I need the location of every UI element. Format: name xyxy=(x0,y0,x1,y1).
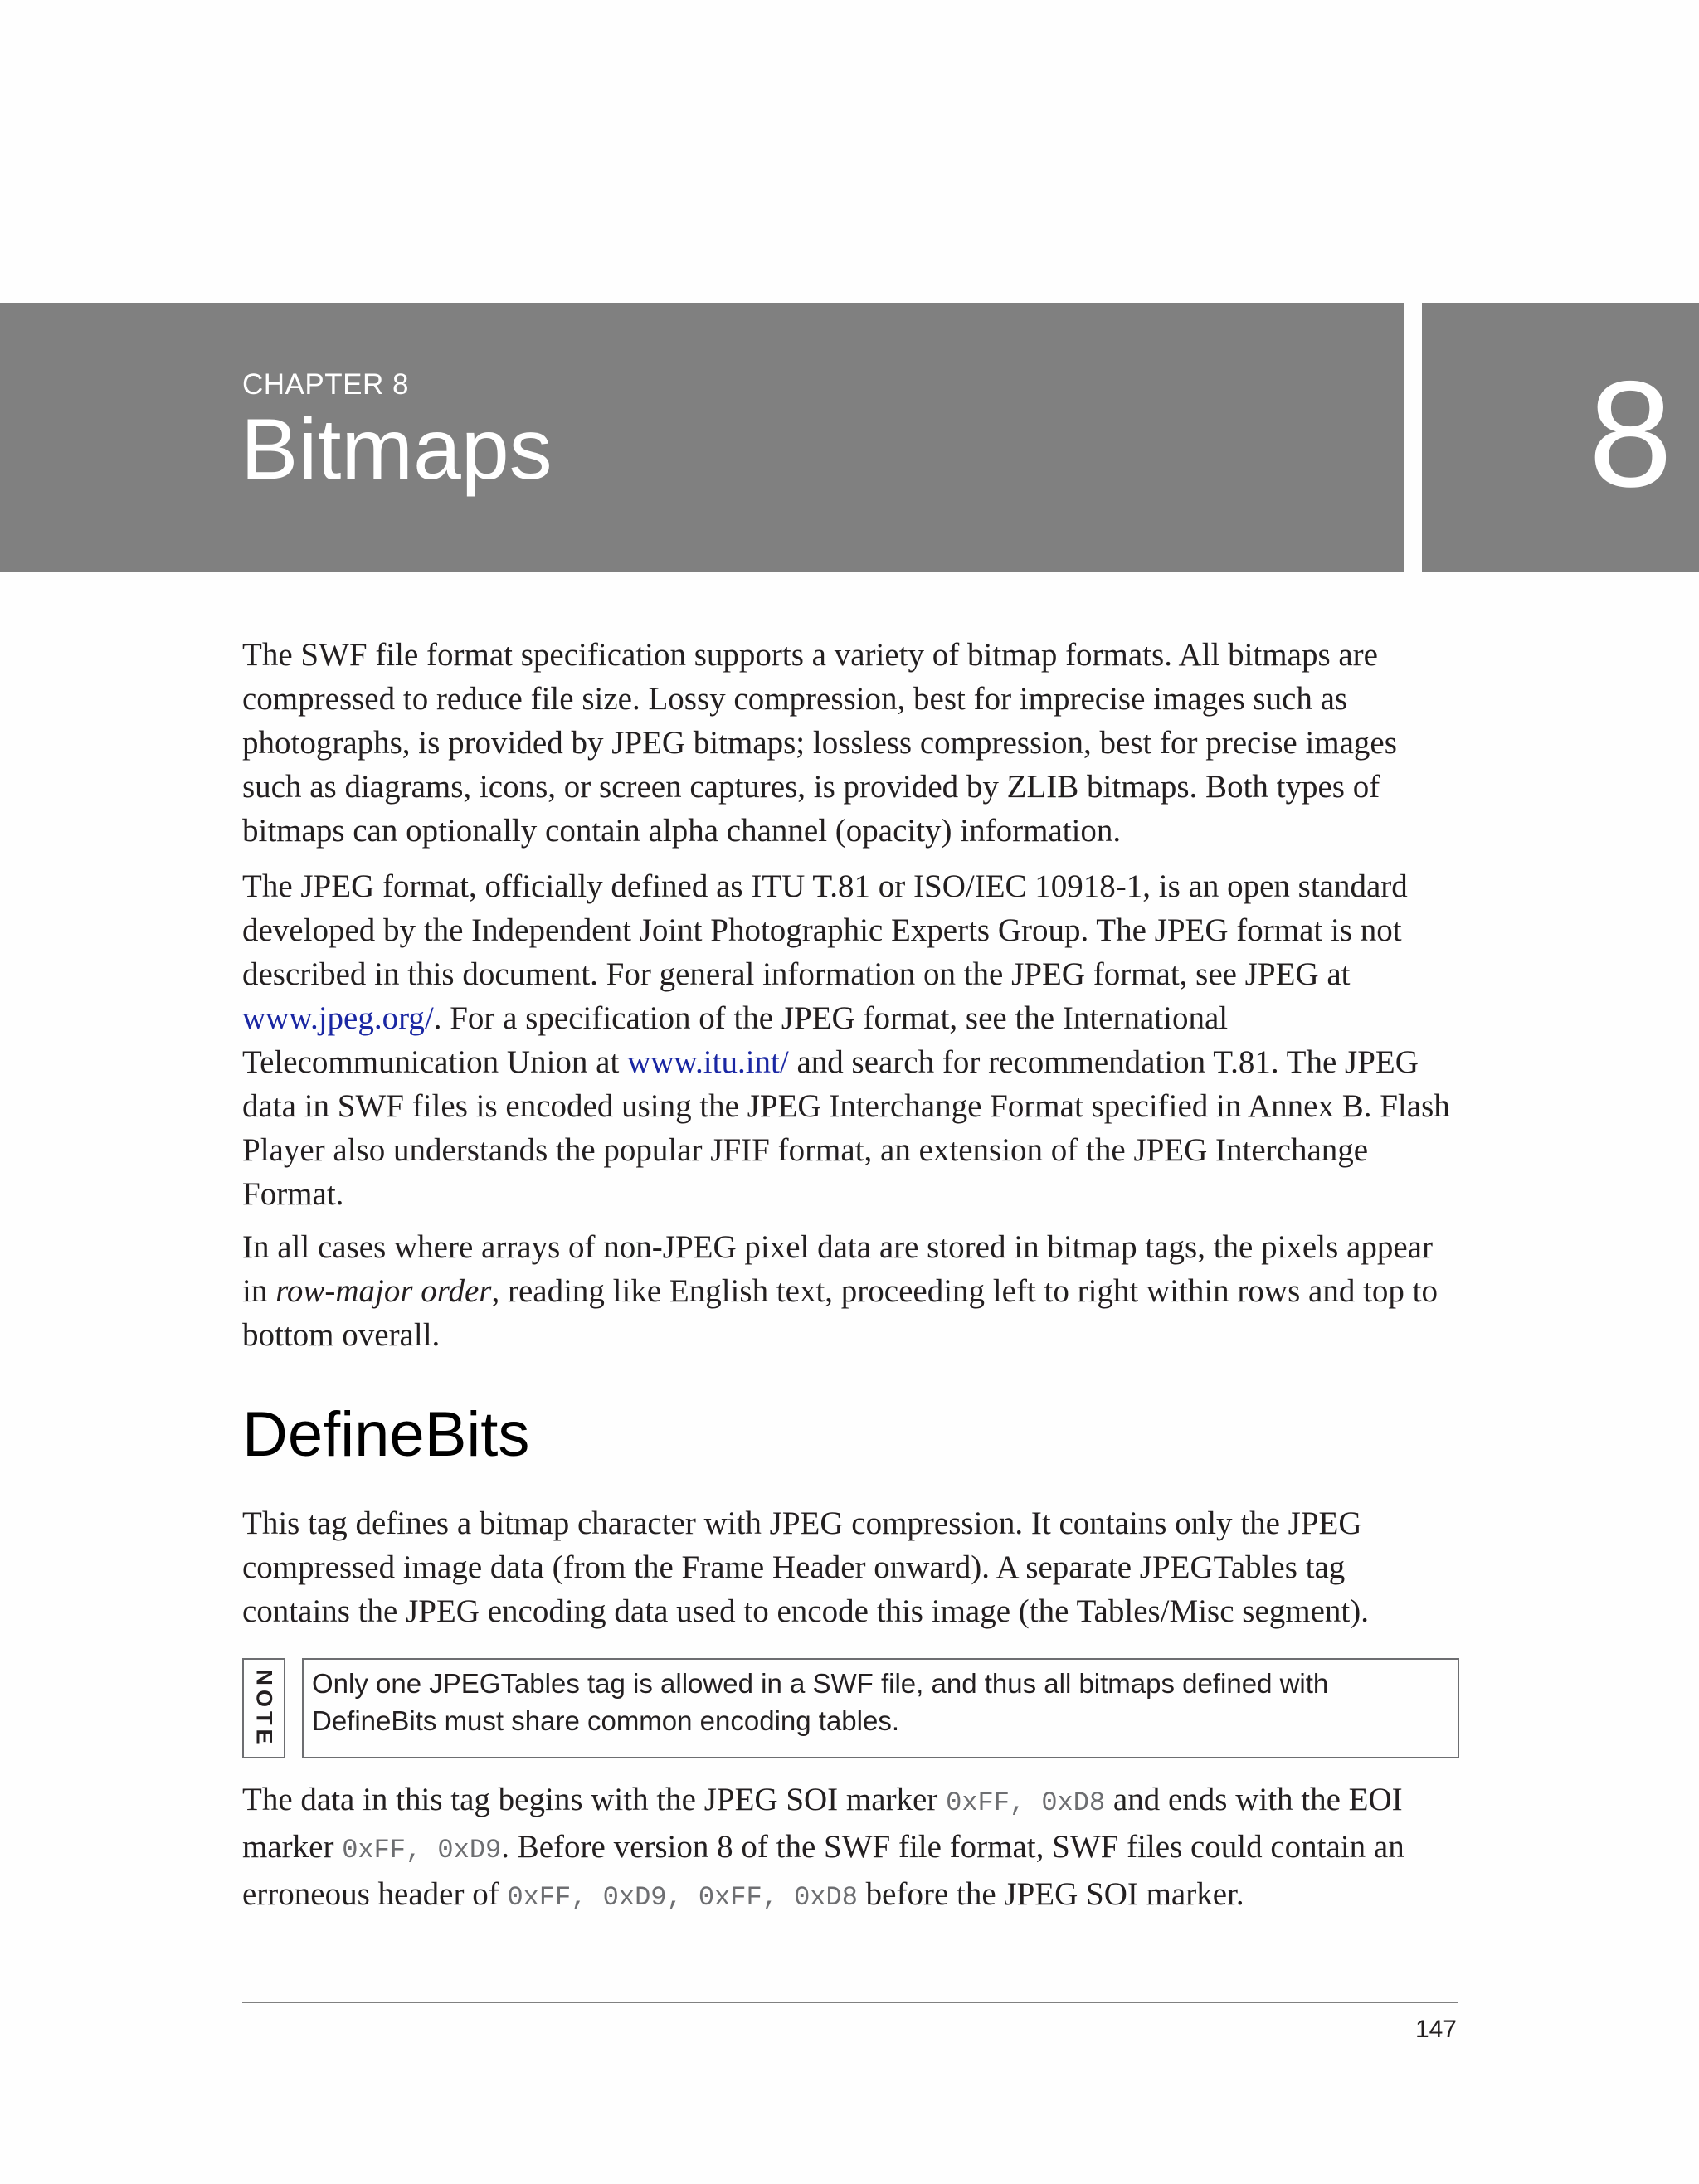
note-box xyxy=(302,1658,1459,1758)
paragraph-text: The SWF file format specification supports a variety of bitmap formats. All bitmaps are compressed to reduce file size. Lossy compression, best for imprecise images such as photographs, is provided by JPEG bitmaps; lossless compression, best for precise images such as diagrams, icons, or screen captures, is provided by ZLIB bitmaps. Both types of bitmaps can optionally contain alpha channel (opacity) information. xyxy=(242,637,1397,849)
intro-paragraph-3 xyxy=(242,1225,1460,1357)
jpeg-org-link[interactable]: www.jpeg.org/ xyxy=(242,1000,434,1036)
footer-rule xyxy=(242,2002,1458,2003)
paragraph-text xyxy=(242,864,1460,1216)
note-text: Only one JPEGTables tag is allowed in a SWF file, and thus all bitmaps defined with DefineBits must share common encoding tables. xyxy=(312,1668,1329,1736)
text-run: and search for recommendation T.81. The JPEG data in SWF files is encoded using the JPEG Interchange Format specified in Annex B. Flash Player also understands the popular JFIF format, an extension of the JPEG Interchange Format. xyxy=(242,1044,1450,1212)
text-run: The data in this tag begins with the JPEG SOI marker xyxy=(242,1782,947,1817)
section-heading: DefineBits xyxy=(242,1399,530,1470)
code-erroneous-header: 0xFF, 0xD9, 0xFF, 0xD8 xyxy=(507,1882,858,1913)
text-run: . Before version 8 of the SWF file format, SWF files could contain an erroneous header of xyxy=(242,1829,1404,1912)
paragraph-text xyxy=(242,1778,1460,1919)
text-run: , reading like English text, proceeding left to right within rows and top to bottom overall. xyxy=(242,1273,1438,1353)
section-paragraph-1 xyxy=(242,1501,1460,1633)
paragraph-text: This tag defines a bitmap character with JPEG compression. It contains only the JPEG compressed image data (from the Frame Header onward). A separate JPEGTables tag contains the JPEG encoding data used to encode this image (the Tables/Misc segment). xyxy=(242,1505,1369,1629)
intro-paragraph-1 xyxy=(242,633,1460,853)
text-run: . For a specification of the JPEG format, see the International Telecommunication Union at xyxy=(242,1000,1229,1080)
chapter-banner xyxy=(0,303,1404,572)
text-run: and ends with the EOI marker xyxy=(242,1782,1403,1865)
text-run: before the JPEG SOI marker. xyxy=(857,1876,1244,1912)
page-number: 147 xyxy=(1414,2016,1457,2043)
section-paragraph-2 xyxy=(242,1778,1460,1919)
note-label-box xyxy=(242,1658,285,1758)
note-label: NOTE xyxy=(251,1668,277,1749)
intro-paragraph-2 xyxy=(242,864,1460,1216)
code-eoi-marker: 0xFF, 0xD9 xyxy=(342,1835,502,1865)
text-run: The JPEG format, officially defined as ITU T.81 or ISO/IEC 10918-1, is an open standard developed by the Independent Joint Photographic Experts Group. The JPEG format is not described in this document. For general information on the JPEG format, see JPEG at xyxy=(242,868,1408,992)
code-soi-marker: 0xFF, 0xD8 xyxy=(946,1788,1106,1818)
chapter-number: 8 xyxy=(1588,349,1672,518)
chapter-title: Bitmaps xyxy=(241,401,553,498)
itu-int-link[interactable]: www.itu.int/ xyxy=(627,1044,789,1080)
chapter-label: CHAPTER 8 xyxy=(242,368,409,401)
paragraph-text xyxy=(242,1225,1460,1357)
text-run: In all cases where arrays of non-JPEG pixel data are stored in bitmap tags, the pixels appear in xyxy=(242,1229,1433,1309)
emphasis-text: row-major order xyxy=(275,1273,492,1309)
